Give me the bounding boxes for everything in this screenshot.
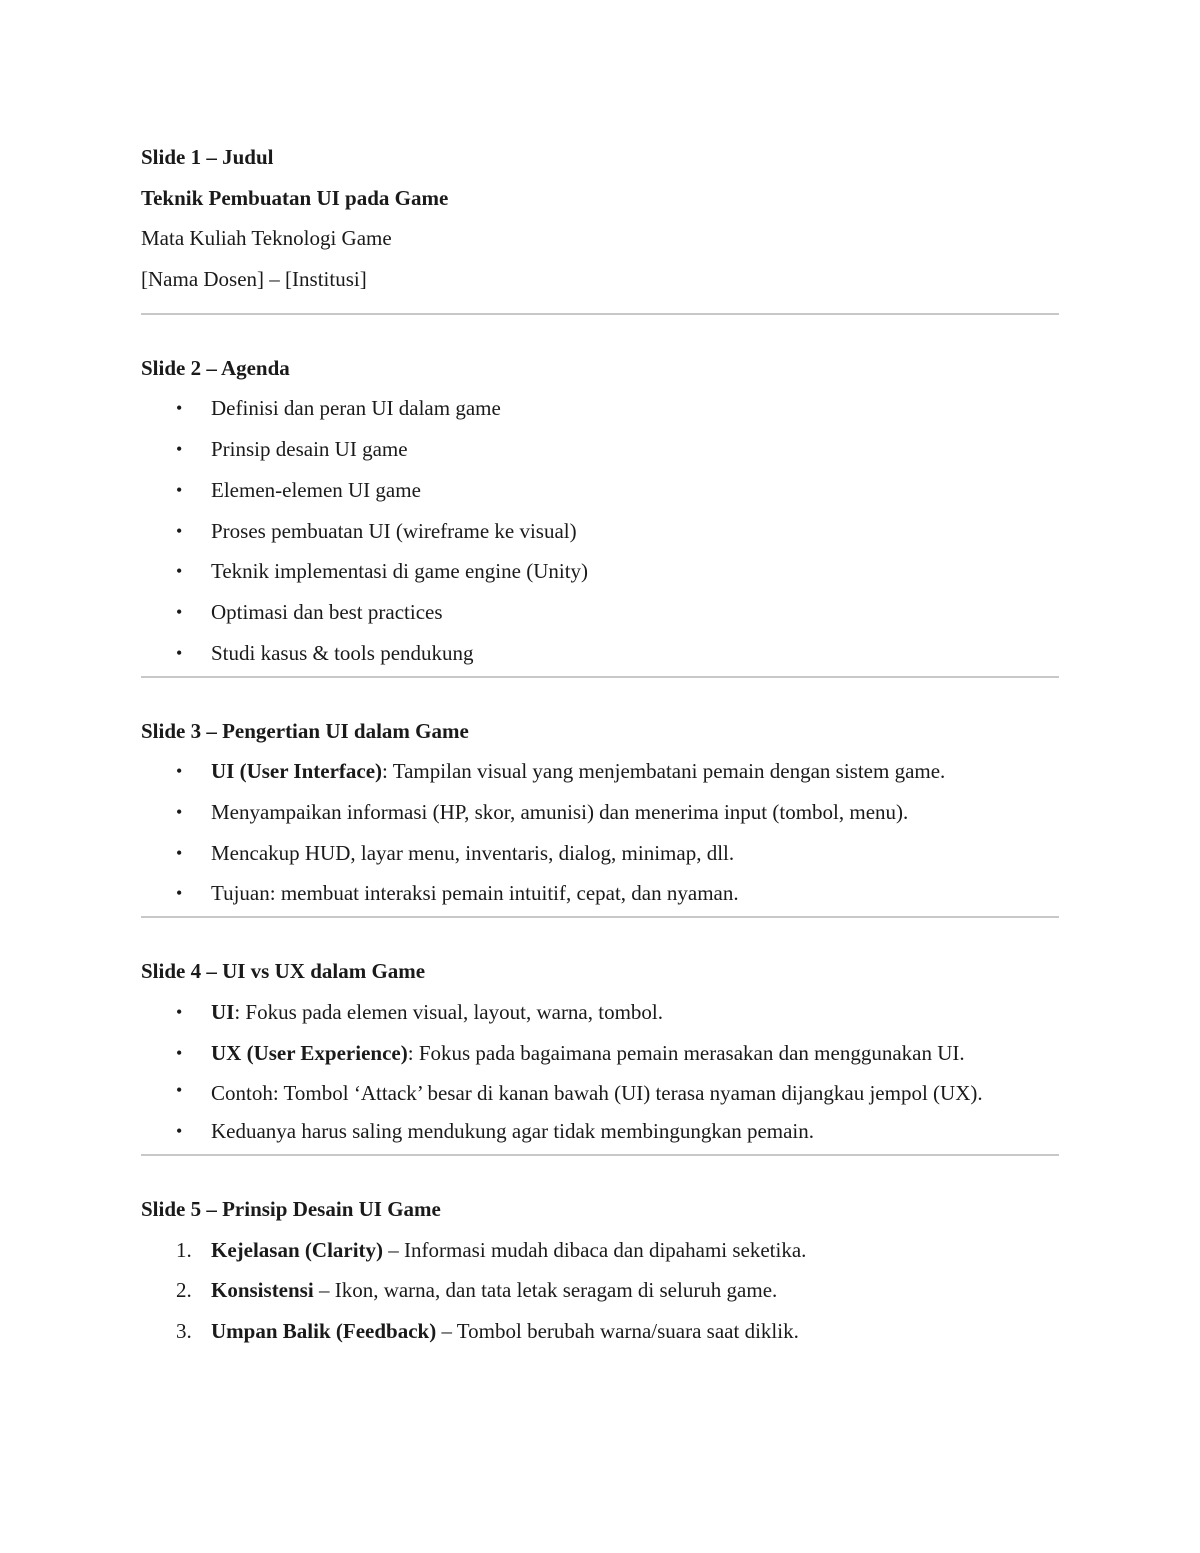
comparison-item: [141, 1114, 1059, 1144]
comparison-text: Keduanya harus saling mendukung agar tidak membingungkan pemain.: [211, 1119, 815, 1144]
section-divider: [141, 313, 1059, 315]
bullet-icon: •: [176, 479, 183, 500]
list-number: 1.: [176, 1237, 192, 1262]
principle-name: Kejelasan (Clarity): [211, 1237, 384, 1262]
slide4-heading: Slide 4 – UI vs UX dalam Game: [141, 959, 426, 984]
principle-text: – Informasi mudah dibaca dan dipahami seketika.: [383, 1237, 807, 1262]
slide1-title: Teknik Pembuatan UI pada Game: [141, 185, 449, 210]
definition-text: Tujuan: membuat interaksi pemain intuitif, cepat, dan nyaman.: [211, 881, 739, 906]
principle-name: Konsistensi: [211, 1278, 314, 1303]
section-divider: [141, 916, 1059, 918]
slide2-heading: Slide 2 – Agenda: [141, 355, 290, 380]
bullet-icon: •: [176, 883, 183, 904]
bullet-icon: •: [176, 601, 183, 622]
agenda-item-text: Optimasi dan best practices: [211, 599, 443, 624]
slide5-heading: Slide 5 – Prinsip Desain UI Game: [141, 1197, 441, 1222]
slide3-heading: Slide 3 – Pengertian UI dalam Game: [141, 718, 469, 743]
comparison-item: [141, 995, 1059, 1036]
comparison-item: [141, 1073, 1059, 1114]
agenda-item: [141, 554, 1059, 595]
comparison-text: Contoh: Tombol ‘Attack’ besar di kanan bawah (UI) terasa nyaman dijangkau jempol (UX).: [211, 1081, 983, 1106]
bullet-icon: •: [176, 398, 183, 419]
definition-item: [141, 754, 1059, 795]
agenda-item: [141, 432, 1059, 473]
agenda-item: [141, 636, 1059, 666]
agenda-item-text: Proses pembuatan UI (wireframe ke visual): [211, 518, 577, 543]
bullet-icon: •: [176, 801, 183, 822]
term: UI (User Interface): [211, 759, 383, 784]
principle-text: – Ikon, warna, dan tata letak seragam di seluruh game.: [313, 1278, 778, 1303]
definition-item: [141, 876, 1059, 906]
principle-item: [141, 1233, 1059, 1274]
slide1-byline: [Nama Dosen] – [Institusi]: [141, 267, 367, 292]
agenda-item-text: Teknik implementasi di game engine (Unity): [211, 559, 589, 584]
document-page: [141, 140, 1059, 1355]
agenda-item-text: Elemen-elemen UI game: [211, 477, 421, 502]
definition-text: Menyampaikan informasi (HP, skor, amunisi) dan menerima input (tombol, menu).: [211, 799, 909, 824]
term: UI: [211, 1000, 235, 1024]
slide1-heading: Slide 1 – Judul: [141, 145, 274, 169]
bullet-icon: •: [176, 520, 183, 541]
definition-item: [141, 795, 1059, 836]
bullet-icon: •: [176, 1042, 183, 1063]
section-divider: [141, 1154, 1059, 1156]
definition-item: [141, 836, 1059, 877]
comparison-text: : Fokus pada elemen visual, layout, warna, tombol.: [234, 1000, 664, 1024]
bullet-icon: •: [176, 642, 183, 663]
bullet-icon: •: [176, 1002, 183, 1022]
bullet-icon: •: [176, 561, 183, 582]
principle-text: – Tombol berubah warna/suara saat diklik.: [436, 1319, 799, 1344]
definition-text: Mencakup HUD, layar menu, inventaris, dialog, minimap, dll.: [211, 840, 735, 865]
agenda-item-text: Studi kasus & tools pendukung: [211, 640, 474, 665]
agenda-item: [141, 473, 1059, 514]
principle-item: [141, 1314, 1059, 1355]
bullet-icon: •: [176, 1080, 183, 1101]
bullet-icon: •: [176, 842, 183, 863]
agenda-item-text: Definisi dan peran UI dalam game: [211, 396, 501, 421]
bullet-icon: •: [176, 1121, 183, 1142]
list-number: 2.: [176, 1278, 192, 1303]
bullet-icon: •: [176, 439, 183, 460]
list-number: 3.: [176, 1319, 192, 1344]
term: UX (User Experience): [211, 1040, 408, 1065]
principle-item: [141, 1273, 1059, 1314]
definition-text: : Tampilan visual yang menjembatani pemain dengan sistem game.: [382, 759, 946, 784]
agenda-item: [141, 391, 1059, 432]
agenda-item: [141, 595, 1059, 636]
comparison-item: [141, 1036, 1059, 1077]
section-divider: [141, 676, 1059, 678]
bullet-icon: •: [176, 761, 183, 782]
principle-name: Umpan Balik (Feedback): [211, 1319, 437, 1344]
comparison-text: : Fokus pada bagaimana pemain merasakan dan menggunakan UI.: [407, 1040, 965, 1065]
agenda-item: [141, 514, 1059, 555]
slide1-subtitle: Mata Kuliah Teknologi Game: [141, 226, 392, 251]
agenda-item-text: Prinsip desain UI game: [211, 437, 408, 462]
